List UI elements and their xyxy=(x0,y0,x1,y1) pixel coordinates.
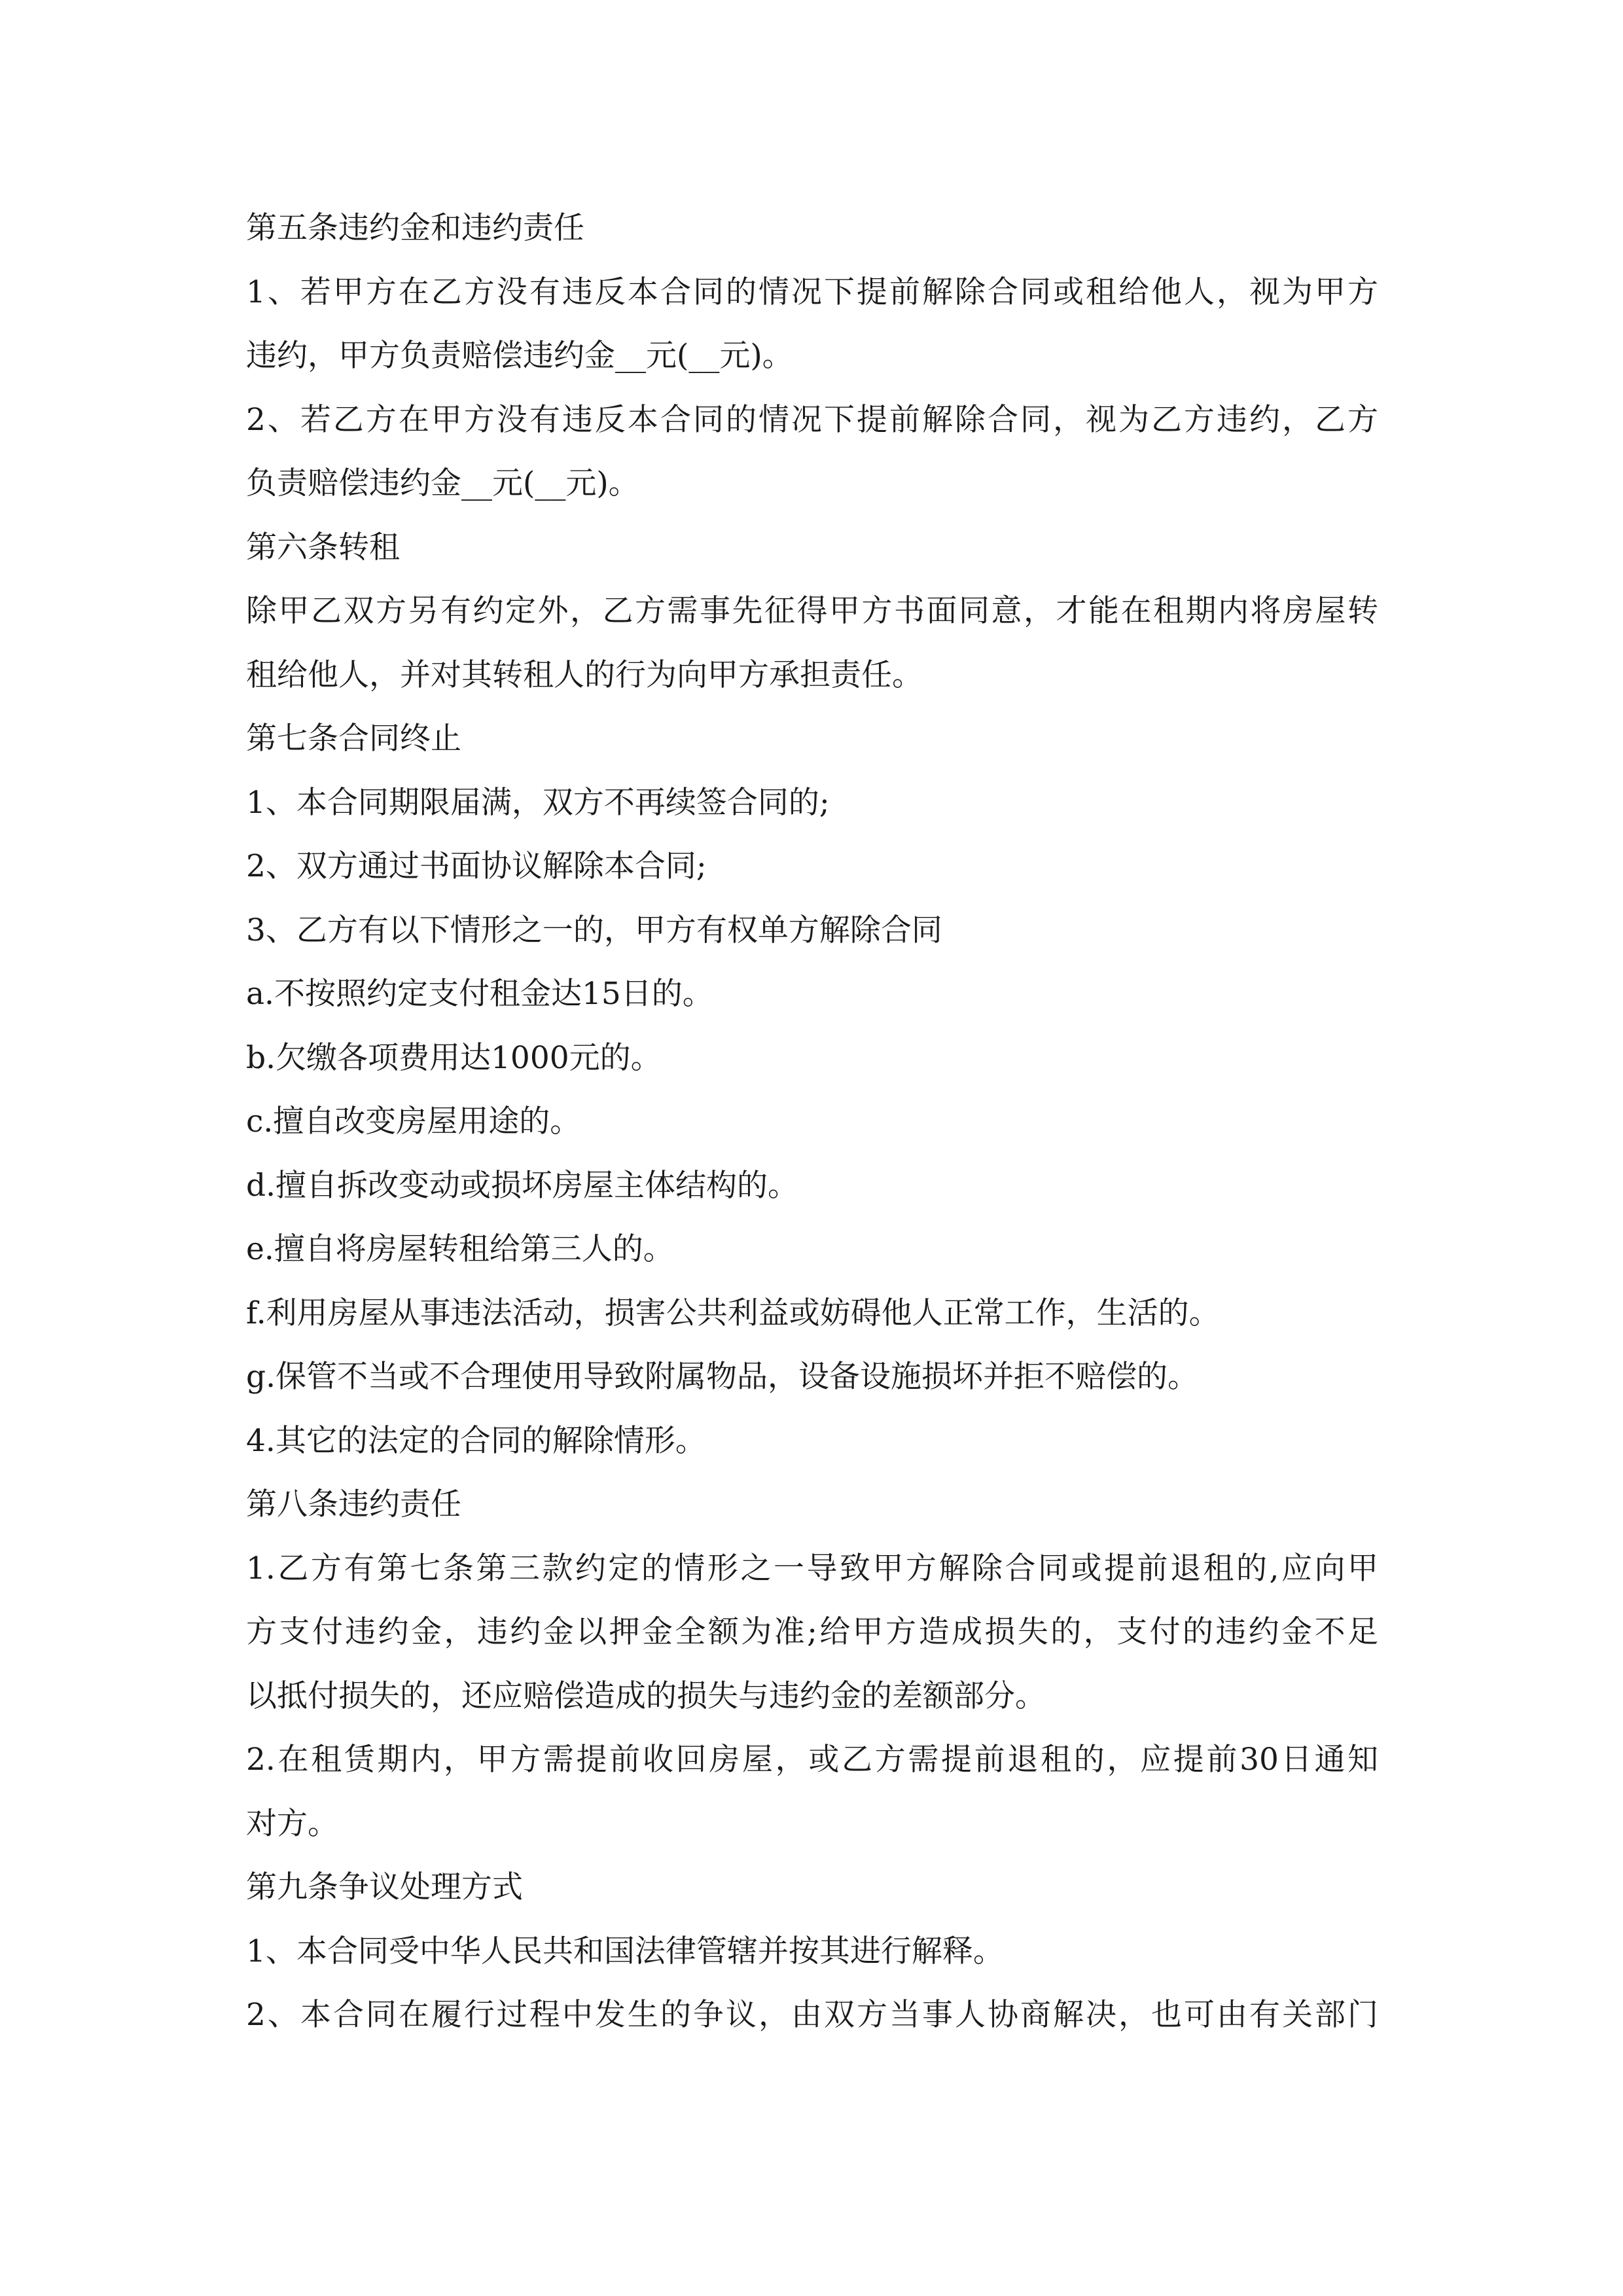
paragraph-line: 2、若乙方在甲方没有违反本合同的情况下提前解除合同，视为乙方违约，乙方 xyxy=(246,401,1378,438)
list-item: 3、乙方有以下情形之一的，甲方有权单方解除合同 xyxy=(246,912,942,948)
paragraph-line: 违约，甲方负责赔偿违约金__元(__元)。 xyxy=(246,338,793,374)
paragraph-line: 1.乙方有第七条第三款约定的情形之一导致甲方解除合同或提前退租的,应向甲 xyxy=(246,1550,1378,1587)
paragraph-line: 负责赔偿违约金__元(__元)。 xyxy=(246,465,639,501)
list-item: c.擅自改变房屋用途的。 xyxy=(246,1103,581,1139)
paragraph-line: 对方。 xyxy=(246,1805,338,1842)
list-item: 1、本合同期限届满，双方不再续签合同的; xyxy=(246,784,830,821)
list-item: 1、本合同受中华人民共和国法律管辖并按其进行解释。 xyxy=(246,1933,1004,1969)
paragraph-line: 2、本合同在履行过程中发生的争议，由双方当事人协商解决，也可由有关部门 xyxy=(246,1997,1378,2033)
paragraph-line: 除甲乙双方另有约定外，乙方需事先征得甲方书面同意，才能在租期内将房屋转 xyxy=(246,593,1378,629)
paragraph-line: 租给他人，并对其转租人的行为向甲方承担责任。 xyxy=(246,656,923,693)
list-item: d.擅自拆改变动或损坏房屋主体结构的。 xyxy=(246,1167,799,1204)
section-heading-9: 第九条争议处理方式 xyxy=(246,1869,523,1905)
section-heading-8: 第八条违约责任 xyxy=(246,1486,461,1522)
list-item: f.利用房屋从事违法活动，损害公共利益或妨碍他人正常工作，生活的。 xyxy=(246,1295,1220,1331)
paragraph-line: 2.在租赁期内，甲方需提前收回房屋，或乙方需提前退租的，应提前30日通知 xyxy=(246,1742,1378,1778)
list-item: a.不按照约定支付租金达15日的。 xyxy=(246,976,713,1012)
section-heading-6: 第六条转租 xyxy=(246,529,400,565)
paragraph-line: 1、若甲方在乙方没有违反本合同的情况下提前解除合同或租给他人，视为甲方 xyxy=(246,274,1378,310)
section-heading-5: 第五条违约金和违约责任 xyxy=(246,210,584,246)
paragraph-line: 方支付违约金，违约金以押金全额为准;给甲方造成损失的，支付的违约金不足 xyxy=(246,1614,1378,1650)
list-item: e.擅自将房屋转租给第三人的。 xyxy=(246,1231,674,1267)
paragraph-line: 以抵付损失的，还应赔偿造成的损失与违约金的差额部分。 xyxy=(246,1677,1046,1714)
list-item: g.保管不当或不合理使用导致附属物品，设备设施损坏并拒不赔偿的。 xyxy=(246,1359,1199,1395)
document-body xyxy=(246,196,1378,2047)
list-item: 2、双方通过书面协议解除本合同; xyxy=(246,848,707,884)
list-item: 4.其它的法定的合同的解除情形。 xyxy=(246,1422,706,1459)
section-heading-7: 第七条合同终止 xyxy=(246,721,461,757)
list-item: b.欠缴各项费用达1000元的。 xyxy=(246,1039,662,1076)
